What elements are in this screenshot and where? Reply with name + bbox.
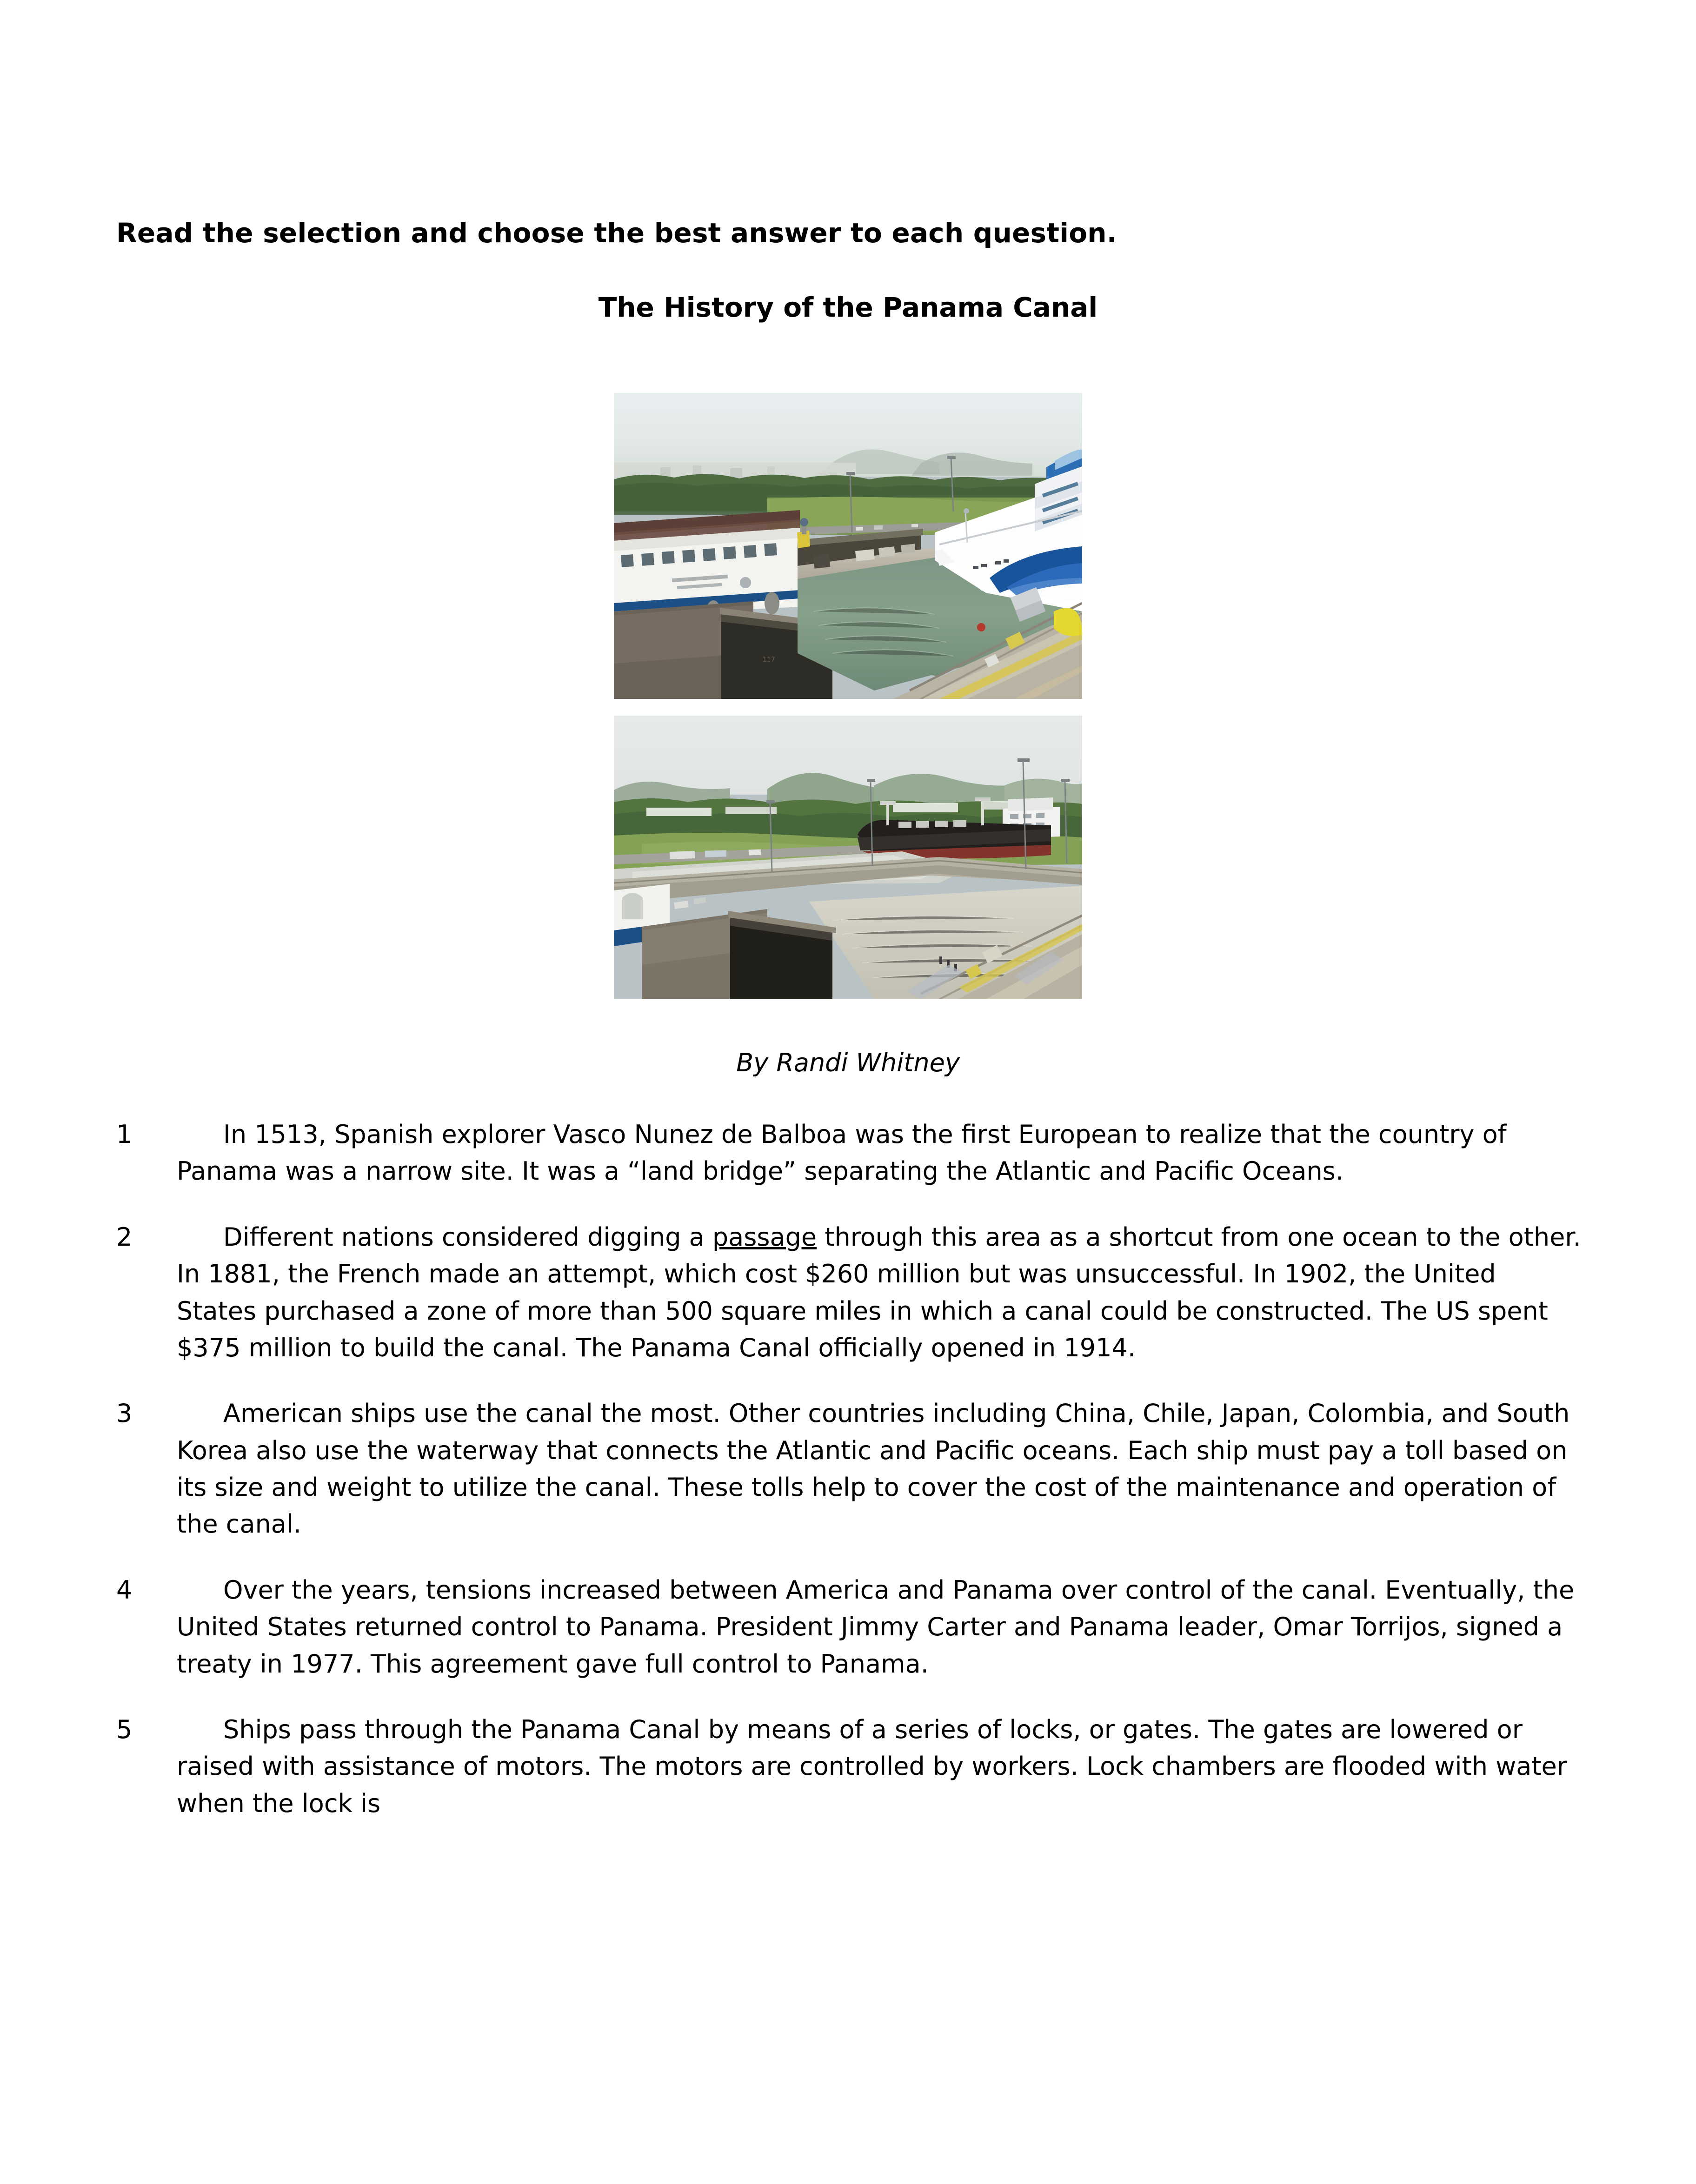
paragraph-text-part: American ships use the canal the most. Other countries including China, Chile, Japan, Colombia, and South Korea also use the waterway that connects the Atlantic and Pacific oceans. Each ship must pay a toll based on its size and weight to utilize the canal. These tolls help to cover the cost of the maintenance and operation of the canal. [177,1399,1570,1539]
paragraph-5 [116,1711,1581,1822]
paragraph-text [177,1219,1581,1367]
figure-stack [0,393,1696,999]
paragraph-number: 1 [116,1120,133,1149]
paragraph-number: 4 [116,1575,133,1605]
paragraph-text-part: Different nations considered digging a [223,1222,712,1252]
paragraph-text [177,1395,1581,1543]
photo-1-graphic [614,393,1082,699]
paragraph-text-part: through this area as a shortcut from one ocean to the other. In 1881, the French made an attempt, which cost $260 million but was unsuccessful. In 1902, the United States purchased a zone of more than 500 square miles in which a canal could be constructed. The US spent $375 million to build the canal. The Panama Canal officially opened in 1914. [177,1222,1581,1362]
paragraph-1 [116,1116,1581,1190]
paragraph-3 [116,1395,1581,1543]
article-body [116,1116,1581,1822]
paragraph-text-part: In 1513, Spanish explorer Vasco Nunez de Balboa was the first European to realize that the country of Panama was a narrow site. It was a “land bridge” separating the Atlantic and Pacific Oceans. [177,1120,1507,1186]
author-byline: By Randi Whitney [736,1048,960,1077]
panama-canal-miraflores-locks-cruise-ship-photo [614,393,1082,699]
paragraph-text-part: Ships pass through the Panama Canal by means of a series of locks, or gates. The gates are lowered or raised with assistance of motors. The motors are controlled by workers. Lock chambers are flooded with water when the lock is [177,1714,1567,1818]
paragraph-number: 3 [116,1399,133,1428]
photo-2-graphic [614,716,1082,999]
paragraph-text [177,1572,1581,1682]
panama-canal-locks-cargo-ship-photo [614,716,1082,999]
paragraph-number: 2 [116,1222,133,1252]
paragraph-text [177,1711,1581,1822]
instruction-heading: Read the selection and choose the best answer to each question. [116,217,1117,249]
vocabulary-word-underlined: passage [712,1222,817,1252]
paragraph-4 [116,1572,1581,1682]
paragraph-text-part: Over the years, tensions increased between America and Panama over control of the canal. Eventually, the United States returned control to Panama. President Jimmy Carter and Panama leader, Omar Torrijos, signed a treaty in 1977. This agreement gave full control to Panama. [177,1575,1575,1679]
paragraph-text [177,1116,1581,1190]
svg-text:117: 117 [763,656,775,664]
page-title: The History of the Panama Canal [598,292,1098,323]
paragraph-2 [116,1219,1581,1367]
paragraph-number: 5 [116,1714,133,1744]
